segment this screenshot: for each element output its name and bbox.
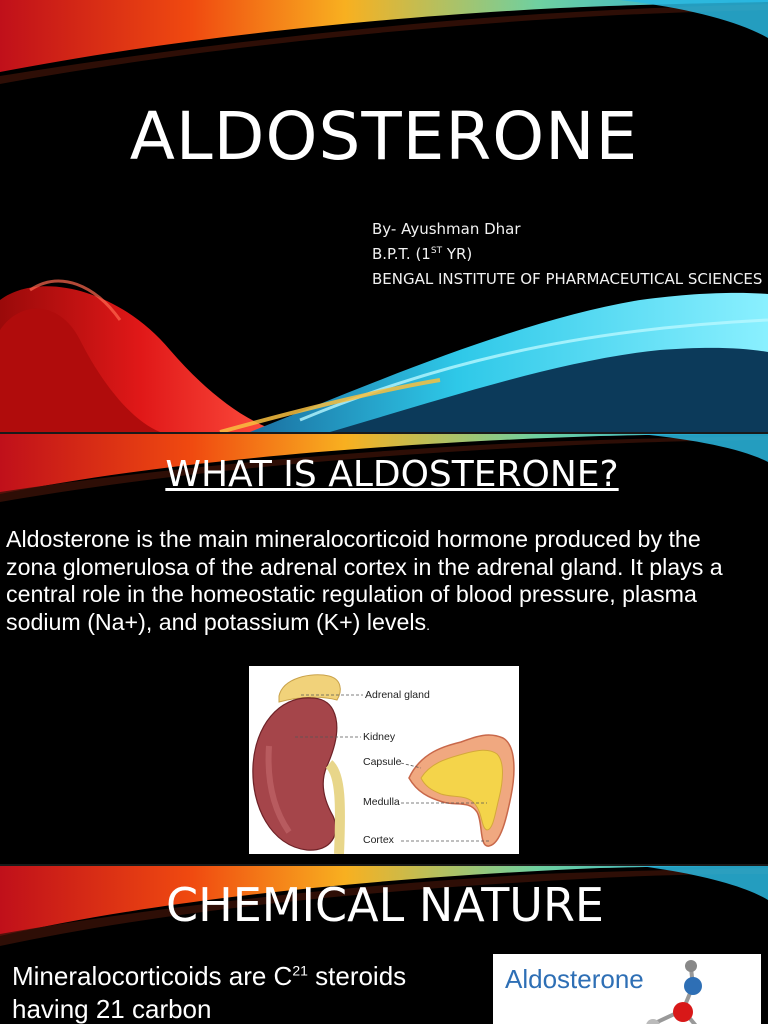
definition-period: . <box>426 616 431 633</box>
title-slide <box>0 0 768 432</box>
slide-title: WHAT IS ALDOSTERONE? <box>165 454 619 495</box>
presentation-title: ALDOSTERONE <box>129 98 639 175</box>
definition-slide <box>0 434 768 864</box>
course-line <box>372 242 768 267</box>
chem-text-suffix: steroids having 21 carbon <box>12 961 407 1024</box>
swoosh-decoration <box>0 0 768 432</box>
course-superscript: ST <box>430 246 443 256</box>
aldosterone-molecule-image <box>493 954 761 1024</box>
definition-text: Aldosterone is the main mineralocorticoid hormone produced by the zona glomerulosa of the adrenal cortex in the adrenal gland. It plays a central role in the homeostatic regulation of blood pressure, plasma sodium (Na+), and potassium (K+) levels <box>6 526 723 635</box>
chemical-nature-text <box>12 960 482 1024</box>
adrenal-gland-diagram <box>249 666 519 854</box>
author-block <box>372 217 768 292</box>
institute-line: BENGAL INSTITUTE OF PHARMACEUTICAL SCIENCES <box>372 270 763 288</box>
course-text: B.P.T. (1 <box>372 245 431 263</box>
molecule-model-icon <box>493 954 761 1024</box>
label-capsule: Capsule <box>363 756 402 768</box>
slide-title: CHEMICAL NATURE <box>166 878 604 932</box>
chem-text: Mineralocorticoids are C <box>12 961 293 991</box>
label-cortex: Cortex <box>363 834 394 846</box>
chemical-nature-slide <box>0 866 768 1024</box>
chem-superscript: 21 <box>292 962 308 979</box>
course-suffix: YR) <box>442 245 473 263</box>
label-medulla: Medulla <box>363 796 400 808</box>
author-line: By- Ayushman Dhar <box>372 220 521 238</box>
definition-paragraph <box>6 526 756 639</box>
label-kidney: Kidney <box>363 731 396 743</box>
molecule-image-title: Aldosterone <box>505 964 644 994</box>
label-adrenal-gland: Adrenal gland <box>365 689 430 701</box>
